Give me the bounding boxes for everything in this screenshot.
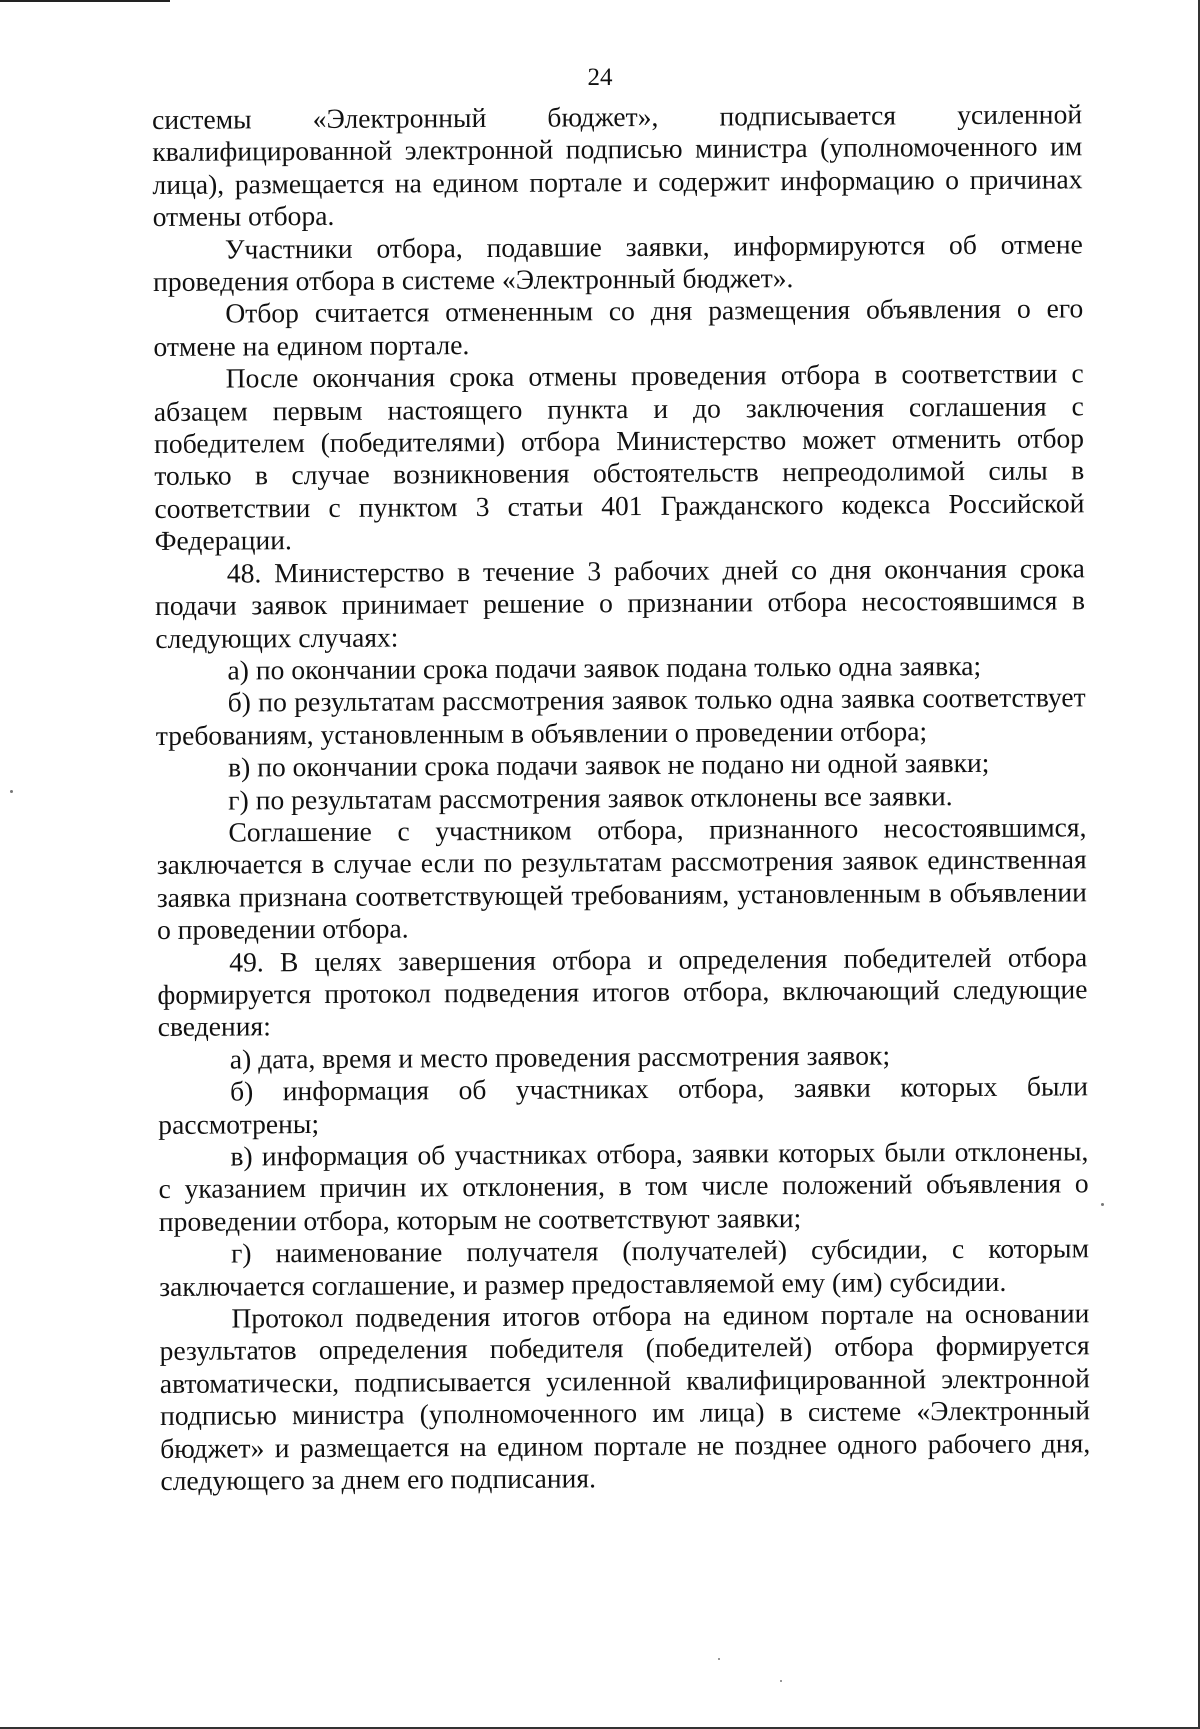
paragraph: Участники отбора, подавшие заявки, информируются об отмене проведения отбора в системе «Электронный бюджет». — [152, 227, 1083, 298]
page-number: 24 — [587, 64, 613, 91]
scan-edge-top — [0, 0, 170, 2]
list-item: а) по окончании срока подачи заявок подана только одна заявка; — [227, 649, 982, 686]
list-item: в) по окончании срока подачи заявок не подано ни одной заявки; — [227, 747, 990, 783]
list-item: г) по результатам рассмотрения заявок отклонены все заявки. — [228, 779, 953, 816]
paragraph: Соглашение с участником отбора, признанного несостоявшимся, заключается в случае если по результатам рассмотрения заявок единственная заявка признана соответствующей требованиям, установленным в объявлении о проведении отбора. — [156, 811, 1087, 946]
paragraph-clause-48: 48. Министерство в течение 3 рабочих дней со дня окончания срока подачи заявок принимает решение о признании отбора несостоявшимся в следующих случаях: — [154, 551, 1086, 654]
list-item: а) дата, время и место проведения рассмотрения заявок; — [229, 1039, 891, 1075]
list-item: б) информация об участниках отбора, заявки которых были рассмотрены; — [158, 1070, 1089, 1140]
paragraph: После окончания срока отмены проведения отбора в соответствии с абзацем первым настоящего пункта и до заключения соглашения с победителем (победителями) отбора Министерство может отменить отбор только в случае возникновения обстоятельств непреодолимой силы в соответствии с пунктом 3 статьи 401 Гражданского кодекса Российской Федерации. — [153, 357, 1085, 557]
scan-speck — [1101, 1203, 1104, 1206]
scan-speck — [718, 1658, 720, 1660]
scan-speck — [780, 1680, 782, 1682]
list-item: в) информация об участниках отбора, заявки которых были отклонены, с указанием причин их отклонения, в том числе положений объявления о проведении отбора, которым не соответствуют заявки; — [158, 1135, 1089, 1237]
paragraph: Отбор считается отмененным со дня размещения объявления о его отмене на едином портале. — [153, 292, 1084, 362]
list-item: б) по результатам рассмотрения заявок только одна заявка соответствует требованиям, установленным в объявлении о проведении отбора; — [155, 681, 1086, 751]
list-item: г) наименование получателя (получателей) субсидии, с которым заключается соглашение, и размер предоставляемой ему (им) субсидии. — [159, 1232, 1090, 1302]
paragraph: Протокол подведения итогов отбора на едином портале на основании результатов определения победителя (победителей) отбора формируется автоматически, подписывается усиленной квалифицированной электронной подписью министра (уполномоченного им лица) в системе «Электронный бюджет» и размещается на едином портале не позднее одного рабочего дня, следующего за днем его подписания. — [159, 1297, 1091, 1497]
paragraph: системы «Электронный бюджет», подписывается усиленной квалифицированной электронной подписью министра (уполномоченного им лица), размещается на едином портале и содержит информацию о причинах отмены отбора. — [152, 98, 1083, 233]
paragraph-clause-49: 49. В целях завершения отбора и определения победителей отбора формируется протокол подведения итогов отбора, включающий следующие сведения: — [157, 940, 1088, 1043]
document-body — [152, 98, 1090, 1497]
scan-speck — [10, 790, 13, 793]
